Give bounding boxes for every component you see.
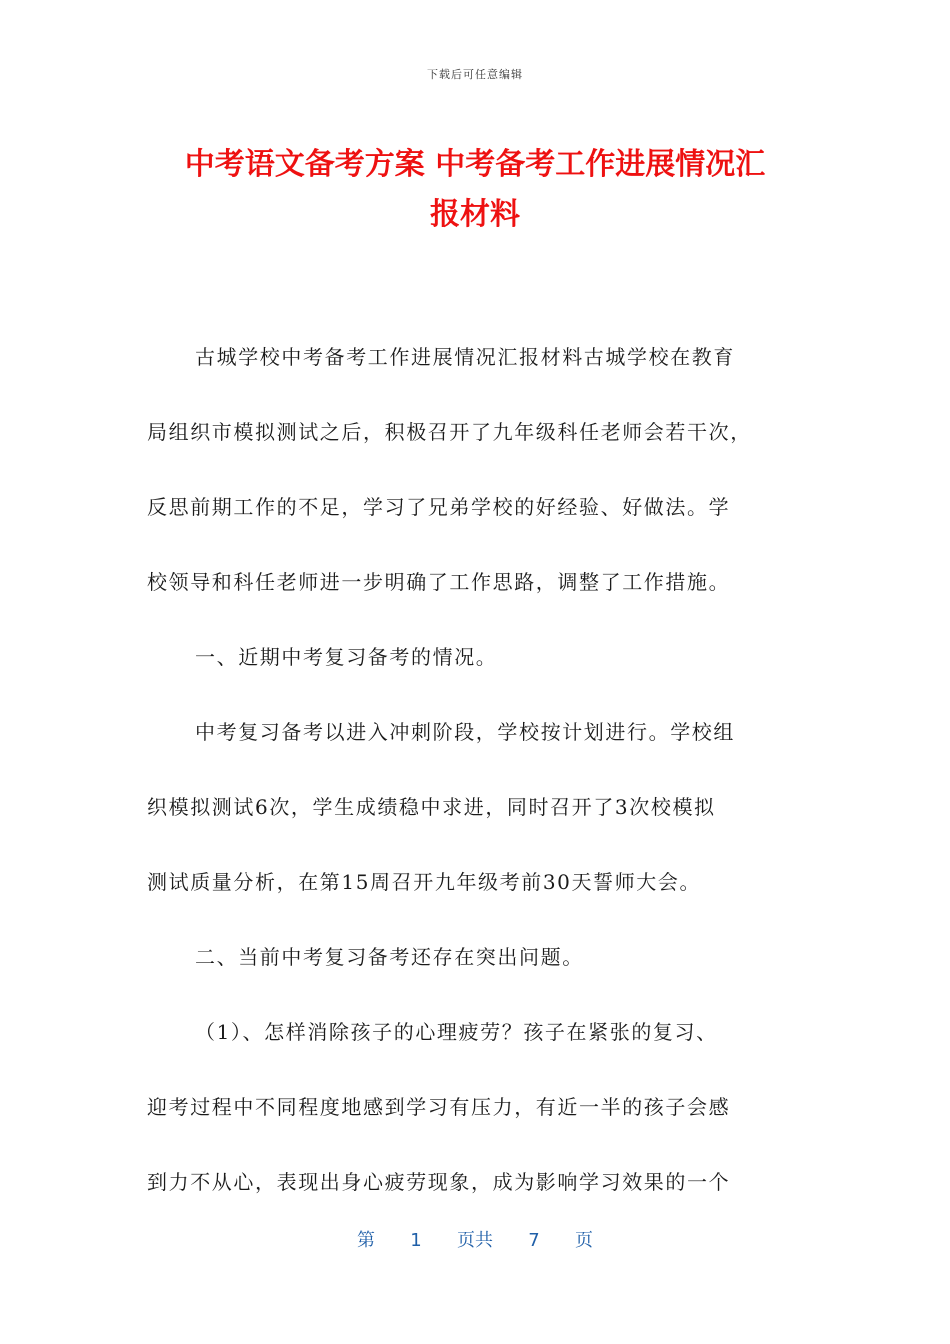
body-line: 织模拟测试6次，学生成绩稳中求进，同时召开了3次校模拟 bbox=[147, 795, 716, 819]
body-line: （1）、怎样消除孩子的心理疲劳？孩子在紧张的复习、 bbox=[195, 1020, 718, 1044]
body-line: 到力不从心，表现出身心疲劳现象，成为影响学习效果的一个 bbox=[147, 1170, 731, 1194]
page-footer bbox=[0, 1226, 950, 1252]
document-title-line-1: 中考语文备考方案 中考备考工作进展情况汇 bbox=[184, 147, 766, 182]
body-line: 校领导和科任老师进一步明确了工作思路，调整了工作措施。 bbox=[147, 570, 731, 594]
page-header-note: 下载后可任意编辑 bbox=[427, 68, 523, 81]
section-heading: 二、当前中考复习备考还存在突出问题。 bbox=[195, 945, 584, 969]
footer-suffix: 页 bbox=[575, 1230, 593, 1251]
body-line: 迎考过程中不同程度地感到学习有压力，有近一半的孩子会感 bbox=[147, 1095, 731, 1119]
footer-prefix: 第 bbox=[357, 1230, 375, 1251]
body-line: 测试质量分析，在第15周召开九年级考前30天誓师大会。 bbox=[147, 870, 702, 894]
body-line: 反思前期工作的不足，学习了兄弟学校的好经验、好做法。学 bbox=[147, 495, 731, 519]
footer-middle: 页共 bbox=[457, 1230, 493, 1251]
body-line: 局组织市模拟测试之后，积极召开了九年级科任老师会若干次， bbox=[147, 420, 752, 444]
body-line: 古城学校中考备考工作进展情况汇报材料古城学校在教育 bbox=[195, 345, 735, 369]
document-title-line-2: 报材料 bbox=[430, 197, 520, 232]
body-line: 中考复习备考以进入冲刺阶段，学校按计划进行。学校组 bbox=[195, 720, 735, 744]
total-page-number: 7 bbox=[528, 1230, 540, 1251]
document-title bbox=[120, 140, 830, 240]
document-body bbox=[147, 320, 807, 1220]
section-heading: 一、近期中考复习备考的情况。 bbox=[195, 645, 498, 669]
current-page-number: 1 bbox=[410, 1230, 422, 1251]
